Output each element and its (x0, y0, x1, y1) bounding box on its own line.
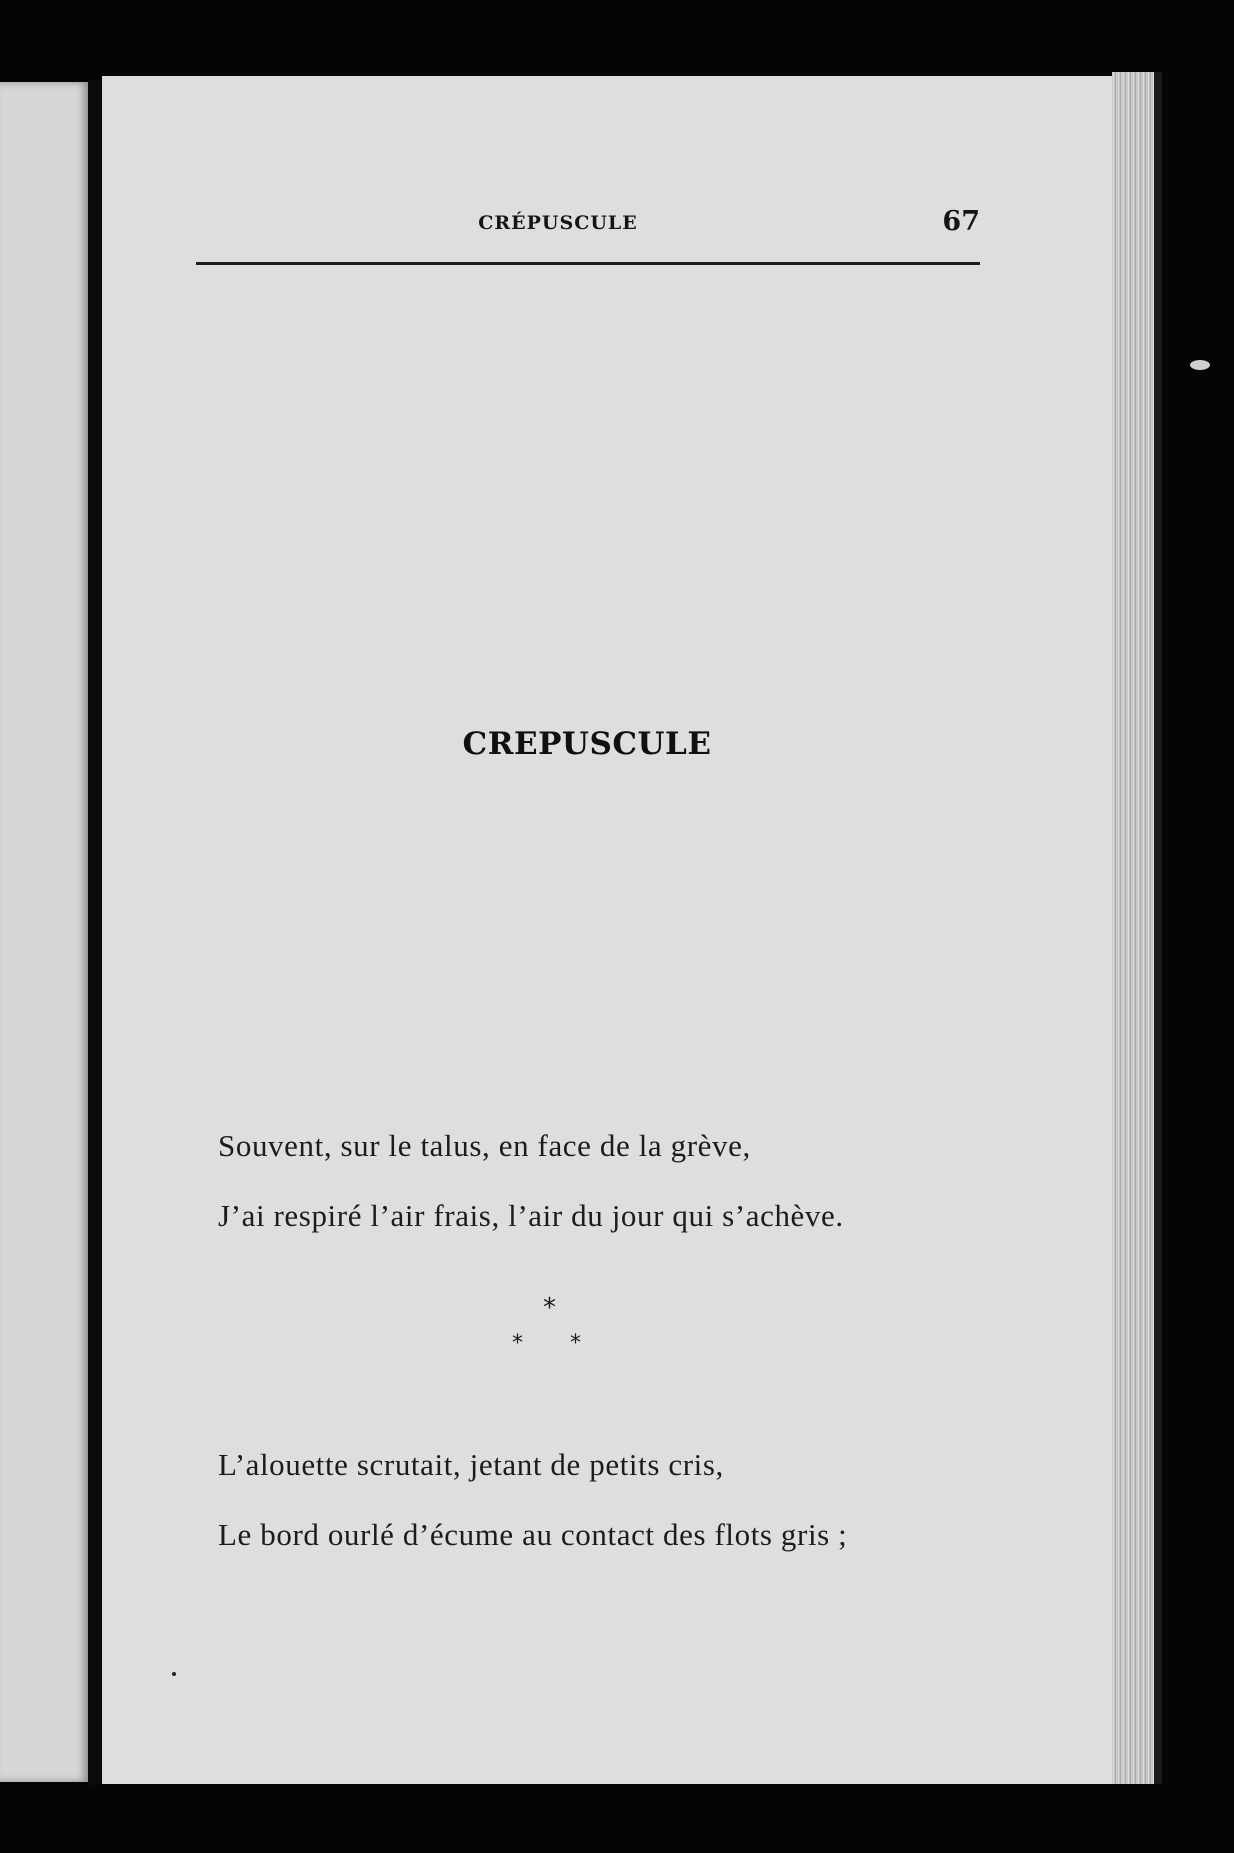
verse-line: Souvent, sur le talus, en face de la grève, (218, 1128, 751, 1163)
page-number: 67 (942, 206, 980, 237)
paper-speck (172, 1672, 176, 1676)
running-title-text: CRÉPUSCULE (478, 212, 638, 234)
header-rule (196, 262, 980, 265)
stanza-2 (218, 1430, 1038, 1570)
asterism-star-right: * (570, 1331, 581, 1356)
poem-title-text: CREPUSCULE (462, 726, 712, 762)
book-gutter (88, 80, 102, 1785)
page-stack-shadow (1154, 72, 1162, 1784)
verse-line: Le bord ourlé d’écume au contact des flots gris ; (218, 1517, 848, 1552)
verse-line: J’ai respiré l’air frais, l’air du jour qui s’achève. (218, 1198, 844, 1233)
asterism-star-left: * (512, 1331, 523, 1356)
poem-title (102, 726, 1112, 762)
verse-line: L’alouette scrutait, jetant de petits cris, (218, 1447, 724, 1482)
stanza-1 (218, 1111, 1038, 1251)
asterism-separator (500, 1295, 600, 1365)
paper-speck (1190, 360, 1210, 370)
previous-page-edge (0, 82, 90, 1782)
page-stack-edges (1112, 72, 1154, 1784)
asterism-star-top: * (543, 1293, 556, 1323)
running-title (196, 212, 980, 234)
running-head (196, 206, 980, 246)
